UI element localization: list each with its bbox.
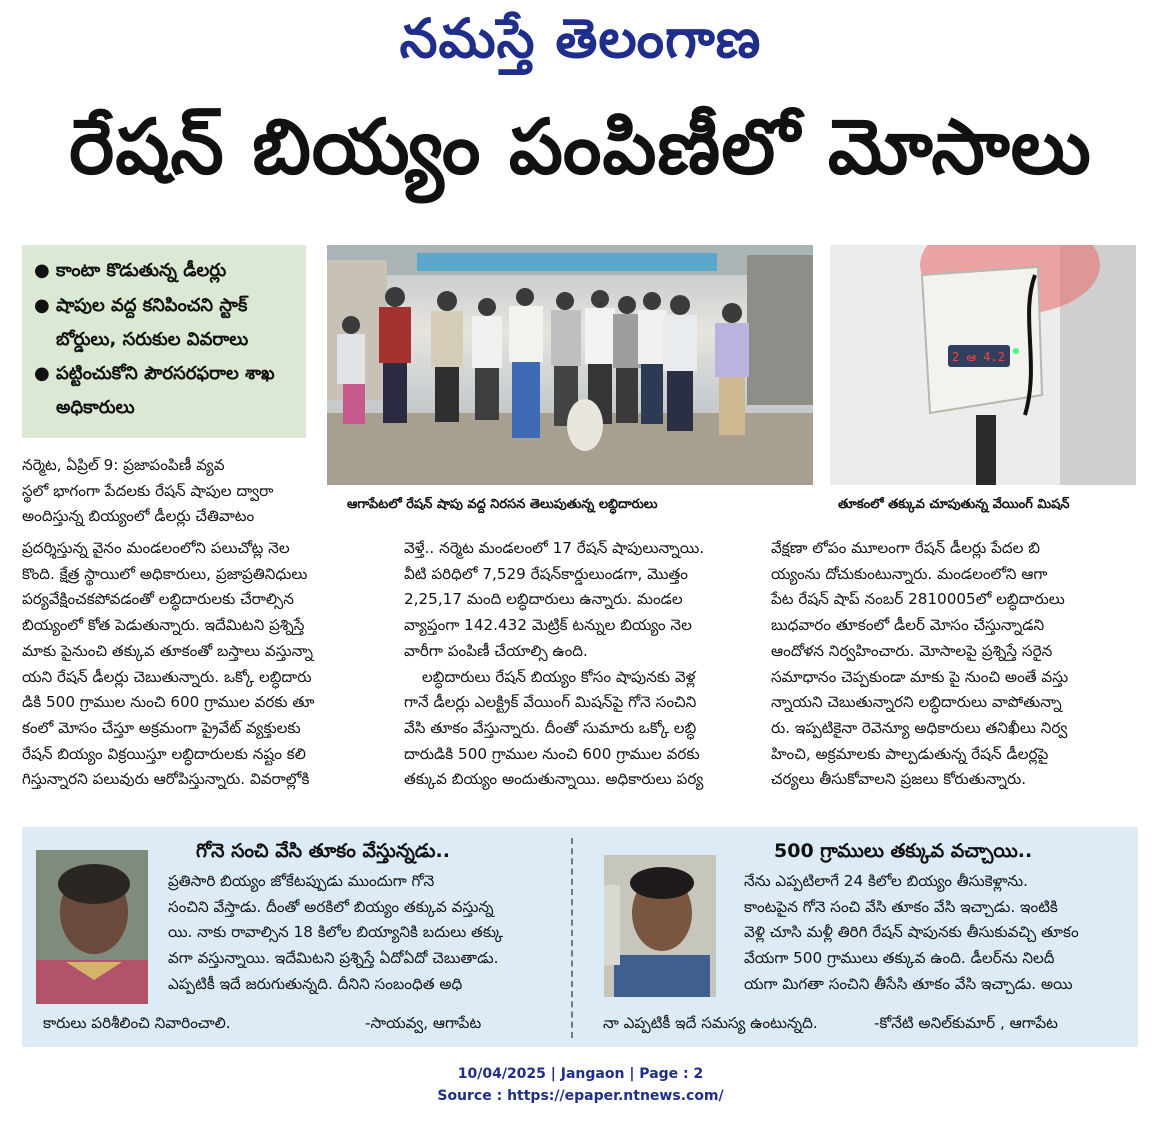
article-line: బుధవారం తూకంలో డీలర్‌ మోసం చేస్తున్నాడని [771, 616, 1045, 635]
article-line: కొంది. క్షేత్ర స్థాయిలో అధికారులు, ప్రజాప్రతినిధులు [22, 564, 308, 583]
quote-1-title: గోనె సంచి వేసి తూకం వేస్తున్నడు.. [196, 840, 450, 862]
article-line: యని రేషన్‌ డీలర్లు చెబుతున్నారు. ఒక్కో లబ్ధిదారు [22, 667, 312, 686]
article-line: వేక్షణా లోపం మూలంగా రేషన్‌ డీలర్లు పేదల బి [771, 539, 1040, 557]
article-line: వీటి పరిధిలో 7,529 రేషన్‌కార్డులుండగా, మొత్తం [404, 564, 689, 583]
article-line: గానే డీలర్లు ఎలక్ట్రిక్‌ వేయింగ్‌ మిషన్‌పై గోనె సంచిని [404, 693, 697, 712]
bullet-icon: ● [34, 363, 50, 384]
protest-photo-caption: ఆగాపేటలో రేషన్‌ షాపు వద్ద నిరసన తెలుపుతున్న లబ్ధిదారులు [347, 497, 658, 512]
highlight-item: ● కాంటా కొడుతున్న డీలర్లు [30, 253, 298, 289]
source-link[interactable]: Source : https://epaper.ntnews.com/ [437, 1088, 724, 1104]
article-line: పర్యవేక్షించకపోవడంతో లబ్ధిదారులకు చేరాల్సిన [22, 590, 294, 609]
article-line: మాకు పైనుంచి తక్కువ తూకంతో బస్తాలు వస్తున్నా [22, 641, 313, 660]
newspaper-logo: నమస్తే తెలంగాణ [399, 6, 762, 70]
quotes-divider [571, 838, 573, 1038]
sayavva-portrait-drawing [36, 850, 148, 1004]
protest-photo [327, 245, 813, 485]
article-line: న్నాయని చెబుతున్నారని లబ్ధిదారులు వాపోతున్నా [771, 693, 1062, 712]
headline-text: రేషన్‌ బియ్యం పంపిణీలో మోసాలు [69, 102, 1092, 191]
article-line: ప్రదర్శిస్తున్న వైనం మండలంలోని పలుచోట్ల నెల [22, 539, 290, 557]
masthead [0, 6, 1161, 78]
quote-line: నేను ఎప్పటిలాగే 24 కిలోల బియ్యం తీసుకెళ్లాను. [744, 872, 1028, 890]
article-line: వెళ్తే.. నర్మెట మండలంలో 17 రేషన్‌ షాపులున్నాయి. [404, 539, 705, 557]
article-line: వ్యాప్తంగా 142.432 మెట్రిక్‌ టన్నుల బియ్యం నెల [404, 616, 692, 635]
quote-1-last-line: కారులు పరిశీలించి నివారించాలి. [43, 1014, 231, 1032]
article-line: నర్మెట, ఏప్రిల్‌ 9: ప్రజాపంపిణీ వ్యవ [22, 456, 225, 474]
highlight-item: ● పట్టించుకోని పౌరసరఫరాల శాఖ అధికారులు [30, 357, 298, 425]
article-line: హించి, అక్రమాలకు పాల్పడుతున్న రేషన్‌ డీలర్లపై [771, 744, 1049, 763]
article-line: లబ్ధిదారులు రేషన్‌ బియ్యం కోసం షాపునకు వెళ్ల [422, 667, 696, 686]
quote-line: వెళ్లి చూసి మళ్లీ తిరిగి రేషన్‌ షాపునకు తీసుకువచ్చి తూకం [744, 923, 1079, 942]
article-line: రేషన్‌ బియ్యం విక్రయిస్తూ లబ్ధిదారులకు నష్టం కలి [22, 744, 306, 763]
sayavva-portrait [36, 850, 148, 1004]
quote-line: ప్రతిసారి బియ్యం జోకేటప్పుడు ముందుగా గోనె [168, 872, 435, 890]
article-column-1-top [22, 453, 306, 530]
article-column-2 [404, 536, 760, 793]
machine-photo-caption: తూకంలో తక్కువ చూపుతున్న వేయింగ్‌ మిషన్‌ [838, 497, 1070, 512]
article-headline [18, 102, 1143, 210]
quote-line: కాంటపైన గోనె సంచి వేసి తూకం వేసి ఇచ్చాడు. ఇంటికి [744, 897, 1058, 916]
weighing-machine-drawing [830, 245, 1136, 485]
article-column-3 [771, 536, 1137, 793]
anil-kumar-portrait-drawing [604, 855, 716, 997]
article-line: య్యంను దోచుకుంటున్నారు. మండలంలోని ఆగా [771, 564, 1048, 583]
quote-2-title: 500 గ్రాములు తక్కువ వచ్చాయి.. [774, 840, 1033, 862]
quote-1-byline: -సాయవ్వ, ఆగాపేట [365, 1014, 482, 1032]
protest-photo-drawing [327, 245, 813, 485]
article-line: పేట రేషన్‌ షాప్‌ నంబర్‌ 2810005లో లబ్ధిదారులు [771, 590, 1065, 609]
quote-line: సంచిని వేస్తాడు. దీంతో అరకిలో బియ్యం తక్కువ వస్తున్న [168, 897, 494, 916]
article-column-1 [22, 536, 394, 793]
quote-1-body [168, 869, 503, 998]
article-line: కంలో మోసం చేస్తూ అక్రమంగా ప్రైవేట్‌ వ్యక్తులకు [22, 718, 301, 737]
article-line: 2,25,17 మంది లబ్ధిదారులు ఉన్నారు. మండల [404, 590, 683, 609]
quote-2-last-line: నా ఎప్పటికీ ఇదే సమస్య ఉంటున్నది. [603, 1014, 818, 1032]
article-line: ఆందోళన నిర్వహించారు. మోసాలపై ప్రశ్నిస్తే సరైన [771, 641, 1053, 660]
quote-line: యగా మిగతా సంచిని తీసేసి తూకం వేసి ఇచ్చాడు. అయి [744, 974, 1073, 993]
article-line: అందిస్తున్న బియ్యంలో డీలర్లు చేతివాటం [22, 507, 255, 526]
highlight-item: ● షాపుల వద్ద కనిపించని స్టాక్‌ బోర్డులు, సరుకుల వివరాలు [30, 289, 298, 357]
article-line: డికి 500 గ్రాముల నుంచి 600 గ్రాముల వరకు తూ [22, 693, 315, 712]
highlights-box [22, 245, 306, 438]
article-line: రు. ఇప్పటికైనా రెవెన్యూ అధికారులు తనిఖీలు నిర్వ [771, 718, 1068, 737]
machine-display-readout: 2 ఆ 4.2 [952, 350, 1005, 364]
article-line: వేసి తూకం వేస్తున్నారు. దీంతో సుమారు ఒక్కో లబ్ధి [404, 718, 697, 737]
quote-2-byline: -కోనేటి అనిల్‌కుమార్‌ , ఆగాపేట [874, 1014, 1058, 1032]
article-line: స్థలో భాగంగా పేదలకు రేషన్‌ షాపుల ద్వారా [22, 481, 274, 500]
article-line: చర్యలు తీసుకోవాలని ప్రజలు కోరుతున్నారు. [771, 770, 1027, 789]
quote-line: ఎప్పటికీ ఇదే జరుగుతున్నది. దీనిని సంబంధిత అధి [168, 974, 463, 993]
bullet-icon: ● [34, 295, 50, 316]
weighing-machine-photo [830, 245, 1136, 485]
edition-info: 10/04/2025 | Jangaon | Page : 2 [457, 1066, 704, 1082]
article-line: వారీగా పంపిణీ చేయాల్సి ఉంది. [404, 641, 588, 660]
quote-line: యి. నాకు రావాల్సిన 18 కిలోల బియ్యానికి బదులు తక్కు [168, 923, 504, 942]
article-line: తక్కువ బియ్యం అందుతున్నాయి. అధికారులు పర్య [404, 770, 704, 789]
anil-kumar-portrait [604, 855, 716, 997]
article-line: దారుడికి 500 గ్రాముల నుంచి 600 గ్రాముల వరకు [404, 744, 700, 763]
article-line: సమాధానం చెప్పకుండా మాకు పై నుంచి అంతే వస్తు [771, 667, 1069, 686]
quote-line: వగా వస్తున్నాయి. ఇదేమిటని ప్రశ్నిస్తే ఏదోఏదో చెబుతాడు. [168, 949, 499, 968]
quote-line: వేయగా 500 గ్రాములు తక్కువ ఉంది. డీలర్‌ను నిలదీ [744, 949, 1055, 968]
article-line: బియ్యంలో కోత పెడుతున్నారు. ఇదేమిటని ప్రశ్నిస్తే [22, 616, 305, 635]
article-line: గిస్తున్నారని పలువురు ఆరోపిస్తున్నారు. వివరాల్లోకి [22, 770, 310, 789]
bullet-icon: ● [34, 260, 50, 281]
quote-2-body [744, 869, 1079, 998]
